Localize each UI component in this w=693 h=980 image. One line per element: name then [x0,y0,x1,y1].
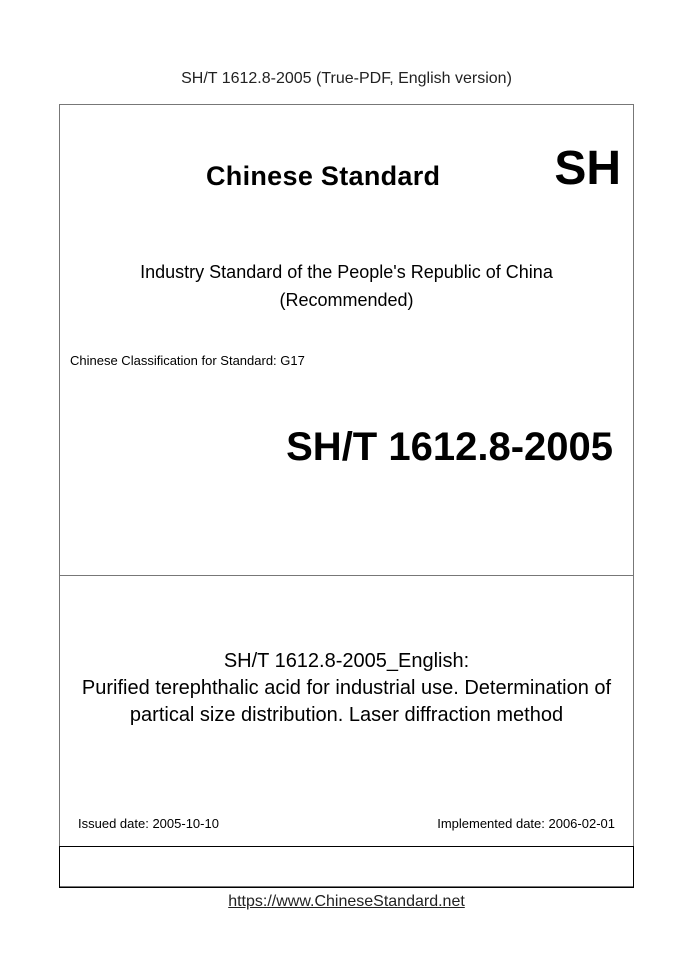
doc-title-line-2: Purified terephthalic acid for industrial use. Determination of [81,677,612,699]
document-title [60,648,633,729]
subtitle-line-2: (Recommended) [279,290,414,310]
doc-title-line-1: SH/T 1612.8-2005_English: [223,650,470,672]
standard-code: SH [554,142,621,195]
section-divider [60,575,633,576]
cover-frame [59,104,634,887]
cover-subtitle [60,258,633,314]
footer-box [59,846,634,888]
classification: Chinese Classification for Standard: G17 [70,353,305,368]
website-link[interactable]: https://www.ChineseStandard.net [228,893,465,910]
issued-date: Issued date: 2005-10-10 [78,816,219,831]
subtitle-line-1: Industry Standard of the People's Republic of China [140,262,553,282]
page-header: SH/T 1612.8-2005 (True-PDF, English version) [181,70,512,87]
doc-title-line-3: partical size distribution. Laser diffraction method [129,704,564,726]
standard-number: SH/T 1612.8-2005 [286,425,613,469]
implemented-date: Implemented date: 2006-02-01 [437,816,615,831]
cover-title: Chinese Standard [206,161,441,191]
